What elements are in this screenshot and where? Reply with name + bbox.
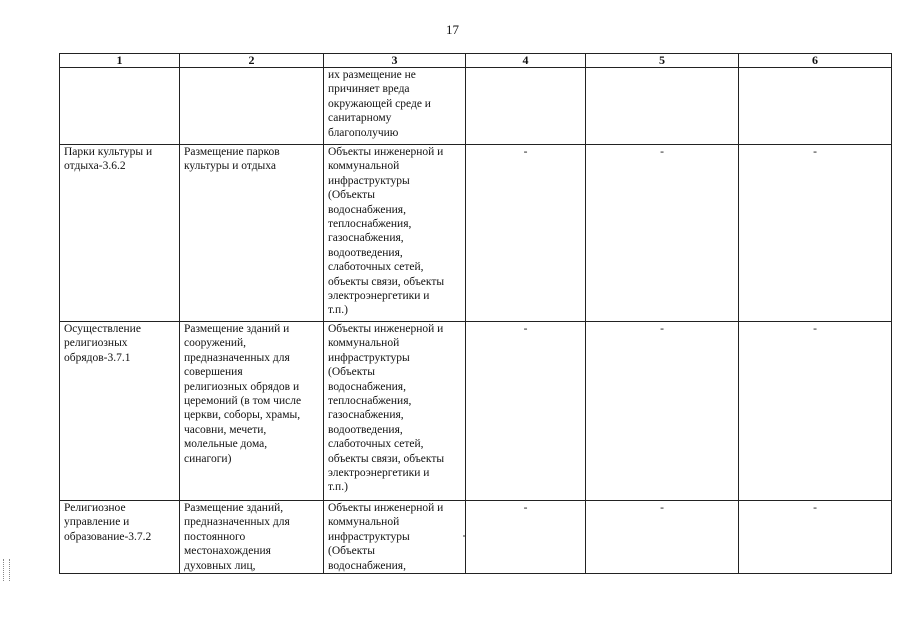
table-cell: Объекты инженерной и коммунальной инфраструктуры (Объекты водоснабжения, теплоснабжения, газоснабжения, водоотведения, слаботочных сетей, объекты связи, объекты электроэнергетики и т.п.)	[324, 145, 466, 322]
table-cell: -	[466, 501, 586, 574]
table-cell	[739, 68, 892, 145]
table-cell: -	[466, 145, 586, 322]
table-row	[60, 322, 892, 501]
scan-speck	[463, 535, 465, 537]
page-number: 17	[446, 22, 459, 37]
table-cell: -	[466, 322, 586, 501]
table-cell: Размещение зданий и сооружений, предназначенных для совершения религиозных обрядов и церемоний (в том числе церкви, соборы, храмы, часовни, мечети, молельные дома, синагоги)	[180, 322, 324, 501]
column-header-2: 2	[180, 54, 324, 68]
column-header-3: 3	[324, 54, 466, 68]
table-cell: Объекты инженерной и коммунальной инфраструктуры (Объекты водоснабжения, теплоснабжения, газоснабжения, водоотведения, слаботочных сетей, объекты связи, объекты электроэнергетики и т.п.)	[324, 322, 466, 501]
table-cell: их размещение не причиняет вреда окружающей среде и санитарному благополучию	[324, 68, 466, 145]
table-header-row	[60, 54, 892, 68]
table-cell	[466, 68, 586, 145]
table-cell	[180, 68, 324, 145]
table-row	[60, 145, 892, 322]
table-cell: -	[586, 322, 739, 501]
table-cell: -	[739, 501, 892, 574]
table-cell: -	[739, 145, 892, 322]
scan-margin-mark	[3, 559, 10, 581]
table-cell: Размещение парков культуры и отдыха	[180, 145, 324, 322]
table-cell: Парки культуры и отдыха-3.6.2	[60, 145, 180, 322]
table-cell: -	[586, 145, 739, 322]
land-use-table	[59, 53, 892, 574]
column-header-4: 4	[466, 54, 586, 68]
table-cell: -	[586, 501, 739, 574]
table-cell: Объекты инженерной и коммунальной инфраструктуры (Объекты водоснабжения,	[324, 501, 466, 574]
table-row	[60, 501, 892, 574]
table-cell: Религиозное управление и образование-3.7.2	[60, 501, 180, 574]
column-header-6: 6	[739, 54, 892, 68]
table-cell: -	[739, 322, 892, 501]
column-header-5: 5	[586, 54, 739, 68]
table-cell: Осуществление религиозных обрядов-3.7.1	[60, 322, 180, 501]
table-cell	[586, 68, 739, 145]
column-header-1: 1	[60, 54, 180, 68]
table-row	[60, 68, 892, 145]
table-cell	[60, 68, 180, 145]
table-cell: Размещение зданий, предназначенных для постоянного местонахождения духовных лиц,	[180, 501, 324, 574]
